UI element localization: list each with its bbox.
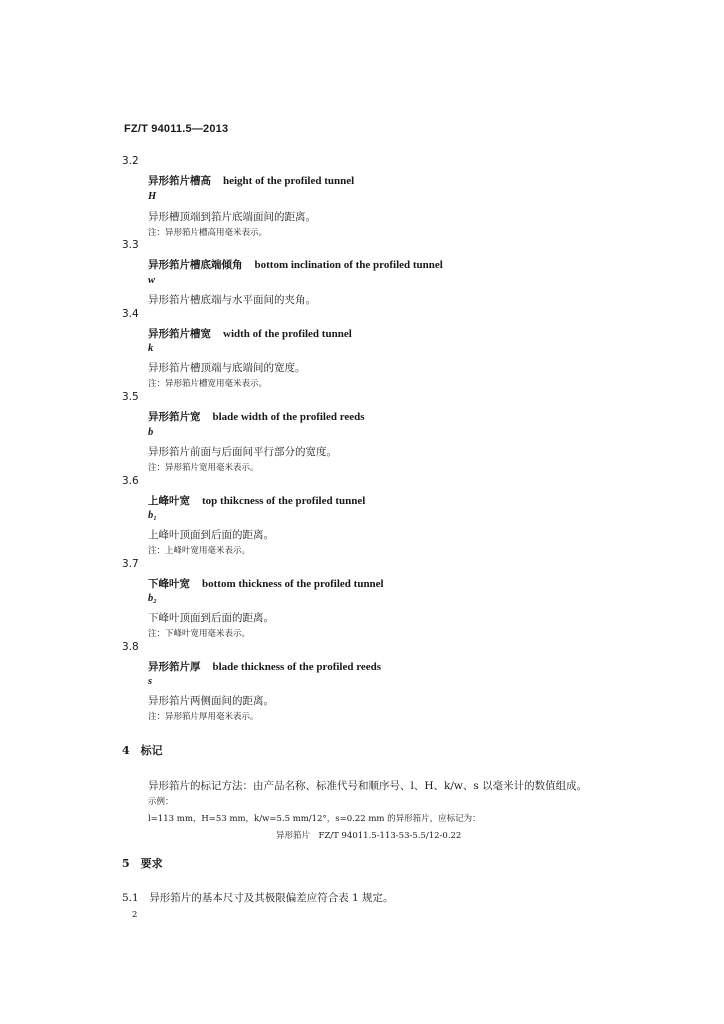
term-title: [148, 576, 384, 591]
term-zh: 异形筘片槽高: [148, 175, 211, 187]
clause-number: 3.6: [122, 475, 139, 487]
term-definition: 异形槽顶端到筘片底端面间的距离。: [148, 211, 316, 223]
clause-number: 3.2: [122, 155, 139, 167]
term-definition: 异形筘片槽顶端与底端间的宽度。: [148, 362, 306, 374]
term-symbol: s: [148, 676, 153, 687]
term-zh: 下峰叶宽: [148, 578, 190, 590]
marking-method-text: 异形筘片的标记方法：由产品名称、标准代号和顺序号、l、H、k/w、s 以毫米计的数值组成。: [148, 780, 588, 792]
page-number: 2: [132, 910, 138, 920]
term-note: 注：异形筘片槽高用毫米表示。: [148, 228, 268, 238]
term-title: [148, 409, 365, 424]
term-note: 注：上峰叶宽用毫米表示。: [148, 546, 251, 556]
term-definition: 异形筘片槽底端与水平面间的夹角。: [148, 294, 316, 306]
term-definition: 异形筘片前面与后面间平行部分的宽度。: [148, 446, 337, 458]
clause-number: 3.8: [122, 641, 139, 653]
term-en: bottom inclination of the profiled tunnel: [254, 259, 443, 271]
document-code: FZ/T 94011.5—2013: [124, 123, 229, 135]
term-symbol: b₂: [148, 593, 157, 604]
term-symbol: w: [148, 275, 156, 286]
example-marking: 异形筘片 FZ/T 94011.5-113-53-5.5/12-0.22: [276, 831, 462, 841]
term-note: 注：下峰叶宽用毫米表示。: [148, 629, 251, 639]
term-note: 注：异形筘片槽宽用毫米表示。: [148, 379, 268, 389]
term-title: [148, 493, 365, 508]
term-en: width of the profiled tunnel: [223, 328, 352, 340]
term-title: [148, 173, 354, 188]
term-zh: 异形筘片槽底端倾角: [148, 259, 243, 271]
term-zh: 异形筘片槽宽: [148, 328, 211, 340]
term-definition: 上峰叶顶面到后面的距离。: [148, 529, 274, 541]
term-note: 注：异形筘片宽用毫米表示。: [148, 463, 259, 473]
section-heading: 5 要求: [122, 857, 163, 870]
clause-number: 3.3: [122, 239, 139, 251]
section-heading: 4 标记: [122, 744, 163, 757]
clause-number: 3.4: [122, 308, 139, 320]
clause-number: 3.7: [122, 558, 139, 570]
term-definition: 异形筘片两侧面间的距离。: [148, 695, 274, 707]
example-label: 示例：: [148, 797, 174, 807]
term-en: blade width of the profiled reeds: [212, 411, 365, 423]
term-symbol: b₁: [148, 510, 157, 521]
term-symbol: k: [148, 343, 154, 354]
term-title: [148, 326, 352, 341]
term-title: [148, 257, 443, 272]
term-symbol: H: [148, 191, 157, 202]
term-title: [148, 659, 381, 674]
term-zh: 异形筘片宽: [148, 411, 201, 423]
term-symbol: b: [148, 427, 154, 438]
term-note: 注：异形筘片厚用毫米表示。: [148, 712, 259, 722]
clause-text: 5.1 异形筘片的基本尺寸及其极限偏差应符合表 1 规定。: [122, 892, 394, 904]
term-definition: 下峰叶顶面到后面的距离。: [148, 612, 274, 624]
term-en: bottom thickness of the profiled tunnel: [202, 578, 384, 590]
term-zh: 异形筘片厚: [148, 661, 201, 673]
term-en: blade thickness of the profiled reeds: [212, 661, 382, 673]
term-en: height of the profiled tunnel: [223, 175, 355, 187]
term-en: top thikcness of the profiled tunnel: [202, 495, 366, 507]
term-zh: 上峰叶宽: [148, 495, 190, 507]
example-text: l=113 mm，H=53 mm，k/w=5.5 mm/12°，s=0.22 mm 的异形筘片，应标记为：: [148, 814, 481, 824]
clause-number: 3.5: [122, 391, 139, 403]
